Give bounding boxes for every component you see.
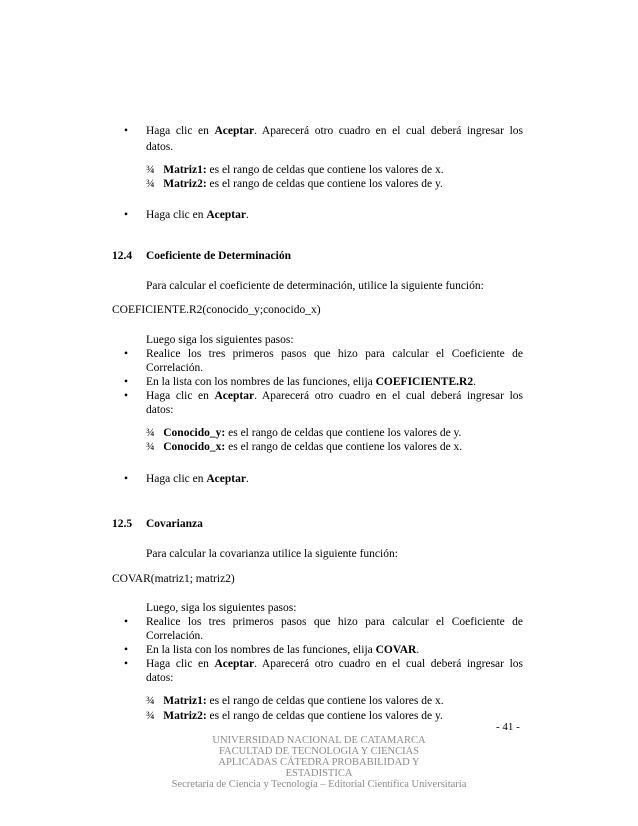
section-number: 12.5 xyxy=(112,518,133,530)
footer-line: Secretaría de Ciencia y Tecnología – Editorial Científica Universitaria xyxy=(171,779,467,790)
footer-line: FACULTAD DE TECNOLOGIA Y CIENCIAS xyxy=(218,746,420,757)
sub-item: ¾ Matriz1: es el rango de celdas que contiene los valores de x. xyxy=(146,164,444,176)
bullet-marker: • xyxy=(124,125,129,137)
bullet-text-continuation: datos: xyxy=(146,404,174,416)
footer-line: APLICADAS CÁTEDRA PROBABILIDAD Y xyxy=(218,757,420,768)
paragraph: Para calcular la covarianza utilice la siguiente función: xyxy=(146,548,398,560)
bullet-marker: • xyxy=(124,473,129,485)
section-number: 12.4 xyxy=(112,250,133,262)
bullet-text: Haga clic en Aceptar. Aparecerá otro cuadro en el cual deberá ingresar los xyxy=(146,390,523,402)
bullet-text-continuation: datos: xyxy=(146,672,174,684)
bullet-text-continuation: Correlación. xyxy=(146,362,204,374)
formula: COVAR(matriz1; matriz2) xyxy=(112,573,235,585)
section-title: Covarianza xyxy=(146,518,203,530)
section-title: Coeficiente de Determinación xyxy=(146,250,291,262)
paragraph: Para calcular el coeficiente de determinación, utilice la siguiente función: xyxy=(146,280,484,292)
bullet-text: En la lista con los nombres de las funciones, elija COEFICIENTE.R2. xyxy=(146,376,476,388)
footer-line: UNIVERSIDAD NACIONAL DE CATAMARCA xyxy=(212,735,426,746)
formula: COEFICIENTE.R2(conocido_y;conocido_x) xyxy=(112,304,321,316)
sub-item: ¾ Conocido_x: es el rango de celdas que contiene los valores de x. xyxy=(146,441,463,453)
bullet-text: Realice los tres primeros pasos que hizo para calcular el Coeficiente de xyxy=(146,616,523,628)
bullet-text: Haga clic en Aceptar. Aparecerá otro cuadro en el cual deberá ingresar los xyxy=(146,658,523,670)
sub-item: ¾ Matriz2: es el rango de celdas que contiene los valores de y. xyxy=(146,178,443,190)
bullet-text: Haga clic en Aceptar. xyxy=(146,209,249,221)
sub-item: ¾ Conocido_y: es el rango de celdas que contiene los valores de y. xyxy=(146,427,462,439)
bullet-marker: • xyxy=(124,644,129,656)
bullet-marker: • xyxy=(124,209,129,221)
bullet-text: Haga clic en Aceptar. Aparecerá otro cuadro en el cual deberá ingresar los xyxy=(146,125,523,137)
footer-line: ESTADISTICA xyxy=(285,768,353,779)
bullet-text: Realice los tres primeros pasos que hizo para calcular el Coeficiente de xyxy=(146,348,523,360)
bullet-text-continuation: Correlación. xyxy=(146,630,204,642)
bullet-marker: • xyxy=(124,658,129,670)
bullet-marker: • xyxy=(124,376,129,388)
sub-item: ¾ Matriz2: es el rango de celdas que contiene los valores de y. xyxy=(146,710,443,722)
bullet-text-continuation: datos. xyxy=(146,141,174,153)
bullet-text: Haga clic en Aceptar. xyxy=(146,473,249,485)
paragraph: Luego, siga los siguientes pasos: xyxy=(146,602,297,614)
sub-item: ¾ Matriz1: es el rango de celdas que contiene los valores de x. xyxy=(146,695,444,707)
bullet-marker: • xyxy=(124,348,129,360)
page-number: - 41 - xyxy=(496,721,520,733)
bullet-text: En la lista con los nombres de las funciones, elija COVAR. xyxy=(146,644,420,656)
bullet-marker: • xyxy=(124,616,129,628)
paragraph: Luego siga los siguientes pasos: xyxy=(146,334,294,346)
bullet-marker: • xyxy=(124,390,129,402)
